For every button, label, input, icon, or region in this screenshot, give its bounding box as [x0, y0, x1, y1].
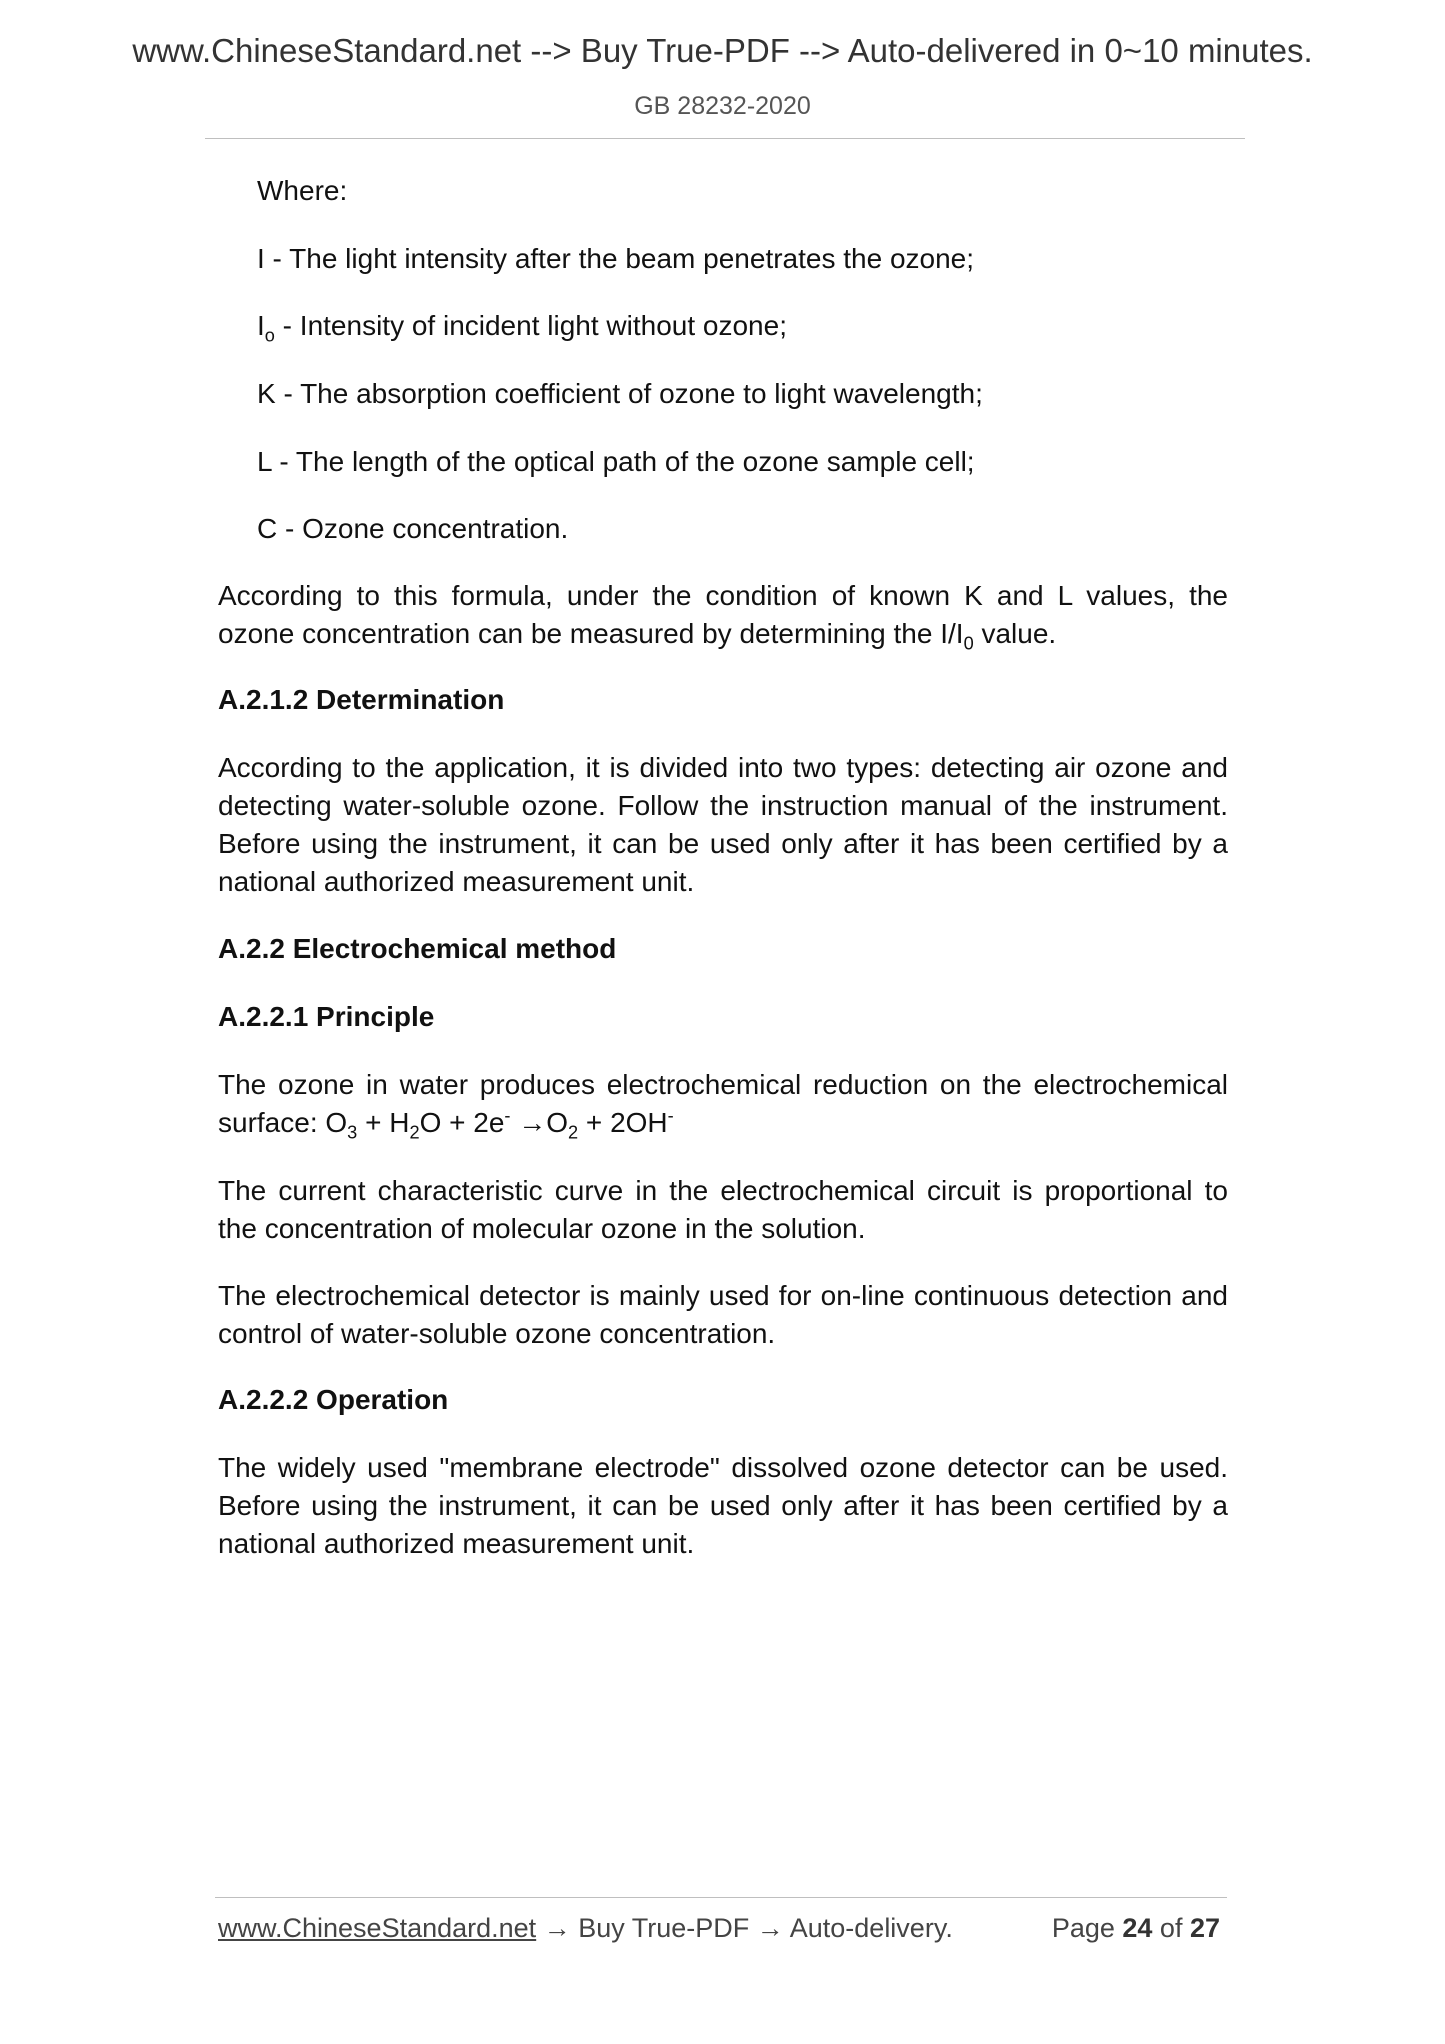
- page-total: 27: [1189, 1913, 1220, 1943]
- def-k: [257, 375, 983, 413]
- top-banner: www.ChineseStandard.net --> Buy True-PDF --> Auto-delivered in 0~10 minutes.: [132, 32, 1313, 69]
- formula-paragraph: [218, 577, 1228, 653]
- page-indicator: [1052, 1913, 1220, 1944]
- paragraph-current-curve: The current characteristic curve in the electrochemical circuit is proportional to the concentration of molecular ozone in the solution.: [218, 1175, 1228, 1244]
- standard-number: GB 28232-2020: [634, 92, 811, 120]
- def-l: [257, 443, 975, 481]
- def-i: [257, 240, 974, 278]
- def-i0: [257, 307, 787, 345]
- reaction-paragraph: [218, 1066, 1228, 1142]
- paragraph-text-end: value.: [973, 618, 1057, 649]
- page-number: 24: [1122, 1913, 1153, 1943]
- subscript: 2: [568, 1122, 579, 1143]
- footer-left: [218, 1913, 953, 1944]
- superscript: -: [504, 1105, 511, 1126]
- subscript: 3: [347, 1122, 358, 1143]
- page-label: Page: [1051, 1913, 1123, 1943]
- header-divider: [205, 138, 1245, 139]
- definition-text: - The absorption coefficient of ozone to light wavelength;: [275, 378, 983, 409]
- symbol: I: [257, 310, 265, 341]
- paragraph-text: O + 2e: [419, 1107, 505, 1138]
- definition-text: - Ozone concentration.: [277, 513, 569, 544]
- heading-a212: A.2.1.2 Determination: [218, 684, 505, 715]
- paragraph-text: According to this formula, under the condition of known K and L values, the ozone concentration can be measured by determining the I/I: [218, 580, 1228, 649]
- heading-a22: A.2.2 Electrochemical method: [218, 933, 617, 964]
- symbol: C: [257, 513, 278, 544]
- paragraph-a212: According to the application, it is divided into two types: detecting air ozone and detecting water-soluble ozone. Follow the instruction manual of the instrument. Before using the instrument, it can be used only after it has been certified by a national authorized measurement unit.: [218, 752, 1228, 897]
- symbol: L: [257, 446, 272, 477]
- heading-a222: A.2.2.2 Operation: [218, 1384, 449, 1415]
- superscript: -: [667, 1105, 674, 1126]
- subscript: 0: [963, 633, 974, 654]
- definition-text: - The length of the optical path of the ozone sample cell;: [271, 446, 975, 477]
- def-c: [257, 510, 568, 548]
- where-label: Where:: [257, 175, 348, 206]
- footer-divider: [215, 1897, 1227, 1898]
- subscript: 2: [409, 1122, 420, 1143]
- reaction-arrow: →O: [510, 1107, 569, 1138]
- symbol: K: [257, 378, 276, 409]
- heading-a221: A.2.2.1 Principle: [218, 1001, 435, 1032]
- definition-text: - Intensity of incident light without ozone;: [274, 310, 787, 341]
- symbol: I: [257, 243, 265, 274]
- footer-tagline: → Buy True-PDF → Auto-delivery.: [536, 1913, 953, 1943]
- definition-text: - The light intensity after the beam penetrates the ozone;: [264, 243, 975, 274]
- of-label: of: [1152, 1913, 1190, 1943]
- footer-site-link[interactable]: www.ChineseStandard.net: [218, 1913, 537, 1943]
- symbol-subscript: o: [264, 325, 275, 346]
- paragraph-text: + 2OH: [578, 1107, 668, 1138]
- footer: [218, 1913, 1228, 1953]
- paragraph-text: + H: [357, 1107, 410, 1138]
- paragraph-detector: The electrochemical detector is mainly used for on-line continuous detection and control of water-soluble ozone concentration.: [218, 1280, 1228, 1349]
- paragraph-text: The ozone in water produces electrochemical reduction on the electrochemical surface: O: [218, 1069, 1228, 1138]
- paragraph-a222: The widely used "membrane electrode" dissolved ozone detector can be used. Before using the instrument, it can be used only after it has been certified by a national authorized measurement unit.: [218, 1452, 1228, 1559]
